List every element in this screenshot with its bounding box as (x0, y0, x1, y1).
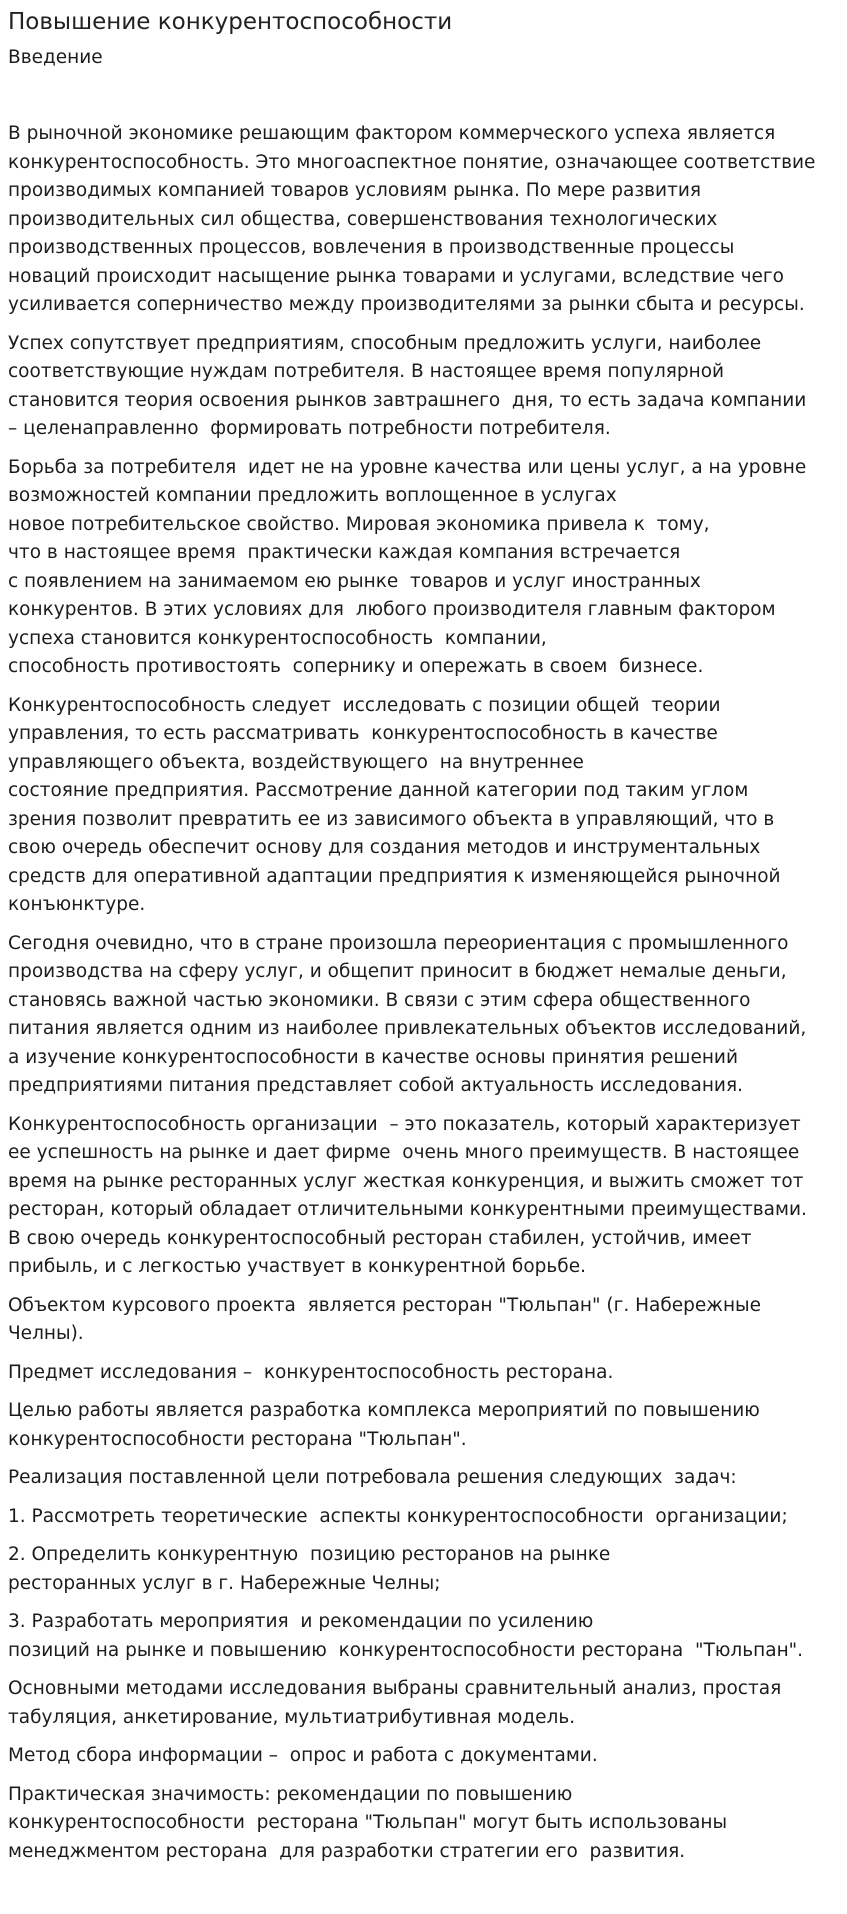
text-line: 1. Рассмотреть теоретические аспекты конкурентоспособности организации; (8, 1505, 788, 1527)
paragraph (8, 692, 839, 920)
text-line: производства на сферу услуг, и общепит приносит в бюджет немалые деньги, (8, 961, 787, 982)
text-line: зрения позволит превратить ее из зависимого объекта в управляющий, что в (8, 808, 775, 830)
paragraph (8, 1541, 839, 1598)
text-line: что в настоящее время практически каждая компания встречается (8, 542, 681, 563)
text-line: ресторан, который обладает отличительными конкурентными преимуществами. (8, 1199, 807, 1220)
text-line: Предмет исследования – конкурентоспособность ресторана. (8, 1361, 614, 1383)
paragraph (8, 930, 839, 1101)
text-line: управляющего объекта, воздействующего на внутреннее (8, 751, 584, 773)
text-line: питания является одним из наиболее привлекательных объектов исследований, (8, 1018, 807, 1039)
text-line: 3. Разработать мероприятия и рекомендации по усилению (8, 1611, 594, 1632)
text-line: производительных сил общества, совершенствования технологических (8, 208, 718, 230)
text-line: конкурентоспособности ресторана "Тюльпан" могут быть использованы (8, 1812, 728, 1833)
text-line: Объектом курсового проекта является ресторан "Тюльпан" (г. Набережные (8, 1294, 762, 1316)
text-line: ресторанных услуг в г. Набережные Челны; (8, 1572, 441, 1594)
text-line: конкурентов. В этих условиях для любого производителя главным фактором (8, 599, 776, 620)
text-line: 2. Определить конкурентную позицию ресторанов на рынке (8, 1544, 611, 1565)
text-line: менеджментом ресторана для разработки стратегии его развития. (8, 1840, 686, 1862)
text-line: Основными методами исследования выбраны сравнительный анализ, простая (8, 1678, 782, 1699)
text-line: становится теория освоения рынков завтрашнего дня, то есть задача компании (8, 389, 807, 411)
text-line: новаций происходит насыщение рынка товарами и услугами, вследствие чего (8, 265, 784, 287)
text-line: производственных процессов, вовлечения в производственные процессы (8, 237, 735, 258)
text-line: прибыль, и с легкостью участвует в конкурентной борьбе. (8, 1256, 586, 1277)
text-line: позиций на рынке и повышению конкурентоспособности ресторана "Тюльпан". (8, 1639, 804, 1661)
text-line: Сегодня очевидно, что в стране произошла переориентация с промышленного (8, 932, 789, 954)
paragraph (8, 1292, 839, 1349)
text-line: ее успешность на рынке и дает фирме очень много преимуществ. В настоящее (8, 1142, 800, 1163)
text-line: соответствующие нуждам потребителя. В настоящее время популярной (8, 361, 725, 382)
paragraph (8, 1608, 839, 1665)
text-line: конкурентоспособности ресторана "Тюльпан". (8, 1428, 467, 1450)
text-line: предприятиями питания представляет собой актуальность исследования. (8, 1075, 743, 1096)
text-line: табуляция, анкетирование, мультиатрибутивная модель. (8, 1706, 576, 1728)
text-line: В свою очередь конкурентоспособный ресторан стабилен, устойчив, имеет (8, 1227, 752, 1249)
text-line: свою очередь обеспечит основу для создания методов и инструментальных (8, 837, 761, 858)
section-heading: Введение (8, 47, 103, 68)
text-line: Конкурентоспособность следует исследовать с позиции общей теории (8, 694, 721, 716)
text-line: производимых компанией товаров условиям рынка. По мере развития (8, 180, 702, 201)
text-line: конъюнктуре. (8, 894, 146, 915)
paragraph (8, 120, 839, 320)
text-line: усиливается соперничество между производителями за рынки сбыта и ресурсы. (8, 294, 805, 315)
text-line: успеха становится конкурентоспособность компании, (8, 627, 547, 649)
text-line: время на рынке ресторанных услуг жесткая конкуренция, и выжить сможет тот (8, 1170, 804, 1192)
page-title: Повышение конкурентоспособности (8, 9, 453, 35)
text-line: новое потребительское свойство. Мировая экономика привела к тому, (8, 513, 710, 535)
text-line: Челны). (8, 1323, 84, 1344)
text-line: Борьба за потребителя идет не на уровне качества или цены услуг, а на уровне (8, 456, 807, 478)
text-line: становясь важной частью экономики. В связи с этим сфера общественного (8, 989, 751, 1011)
paragraph (8, 1675, 839, 1732)
text-line: Практическая значимость: рекомендации по повышению (8, 1783, 573, 1805)
paragraph (8, 1781, 839, 1867)
text-line: В рыночной экономике решающим фактором коммерческого успеха является (8, 123, 776, 144)
paragraph (8, 330, 839, 444)
text-line: управления, то есть рассматривать конкурентоспособность в качестве (8, 723, 718, 744)
text-line: Метод сбора информации – опрос и работа с документами. (8, 1745, 598, 1766)
paragraph (8, 1397, 839, 1454)
paragraph (8, 454, 839, 682)
text-line: Реализация поставленной цели потребовала решения следующих задач: (8, 1467, 737, 1488)
text-line: состояние предприятия. Рассмотрение данной категории под таким углом (8, 780, 749, 801)
text-line: с появлением на занимаемом ею рынке товаров и услуг иностранных (8, 570, 701, 592)
text-line: средств для оперативной адаптации предприятия к изменяющейся рыночной (8, 865, 781, 887)
paragraph (8, 1359, 839, 1388)
paragraph (8, 1742, 839, 1771)
text-line: – целенаправленно формировать потребности потребителя. (8, 418, 611, 439)
text-line: а изучение конкурентоспособности в качестве основы принятия решений (8, 1046, 738, 1068)
text-line: способность противостоять сопернику и опережать в своем бизнесе. (8, 656, 704, 677)
text-line: конкурентоспособность. Это многоаспектное понятие, означающее соответствие (8, 151, 816, 173)
text-line: Конкурентоспособность организации – это показатель, который характеризует (8, 1113, 801, 1135)
text-line: Целью работы является разработка комплекса мероприятий по повышению (8, 1400, 760, 1421)
document-body (8, 120, 839, 1866)
text-line: Успех сопутствует предприятиям, способным предложить услуги, наиболее (8, 332, 762, 354)
paragraph (8, 1111, 839, 1282)
paragraph (8, 1464, 839, 1493)
text-line: возможностей компании предложить воплощенное в услугах (8, 485, 617, 506)
paragraph (8, 1503, 839, 1532)
